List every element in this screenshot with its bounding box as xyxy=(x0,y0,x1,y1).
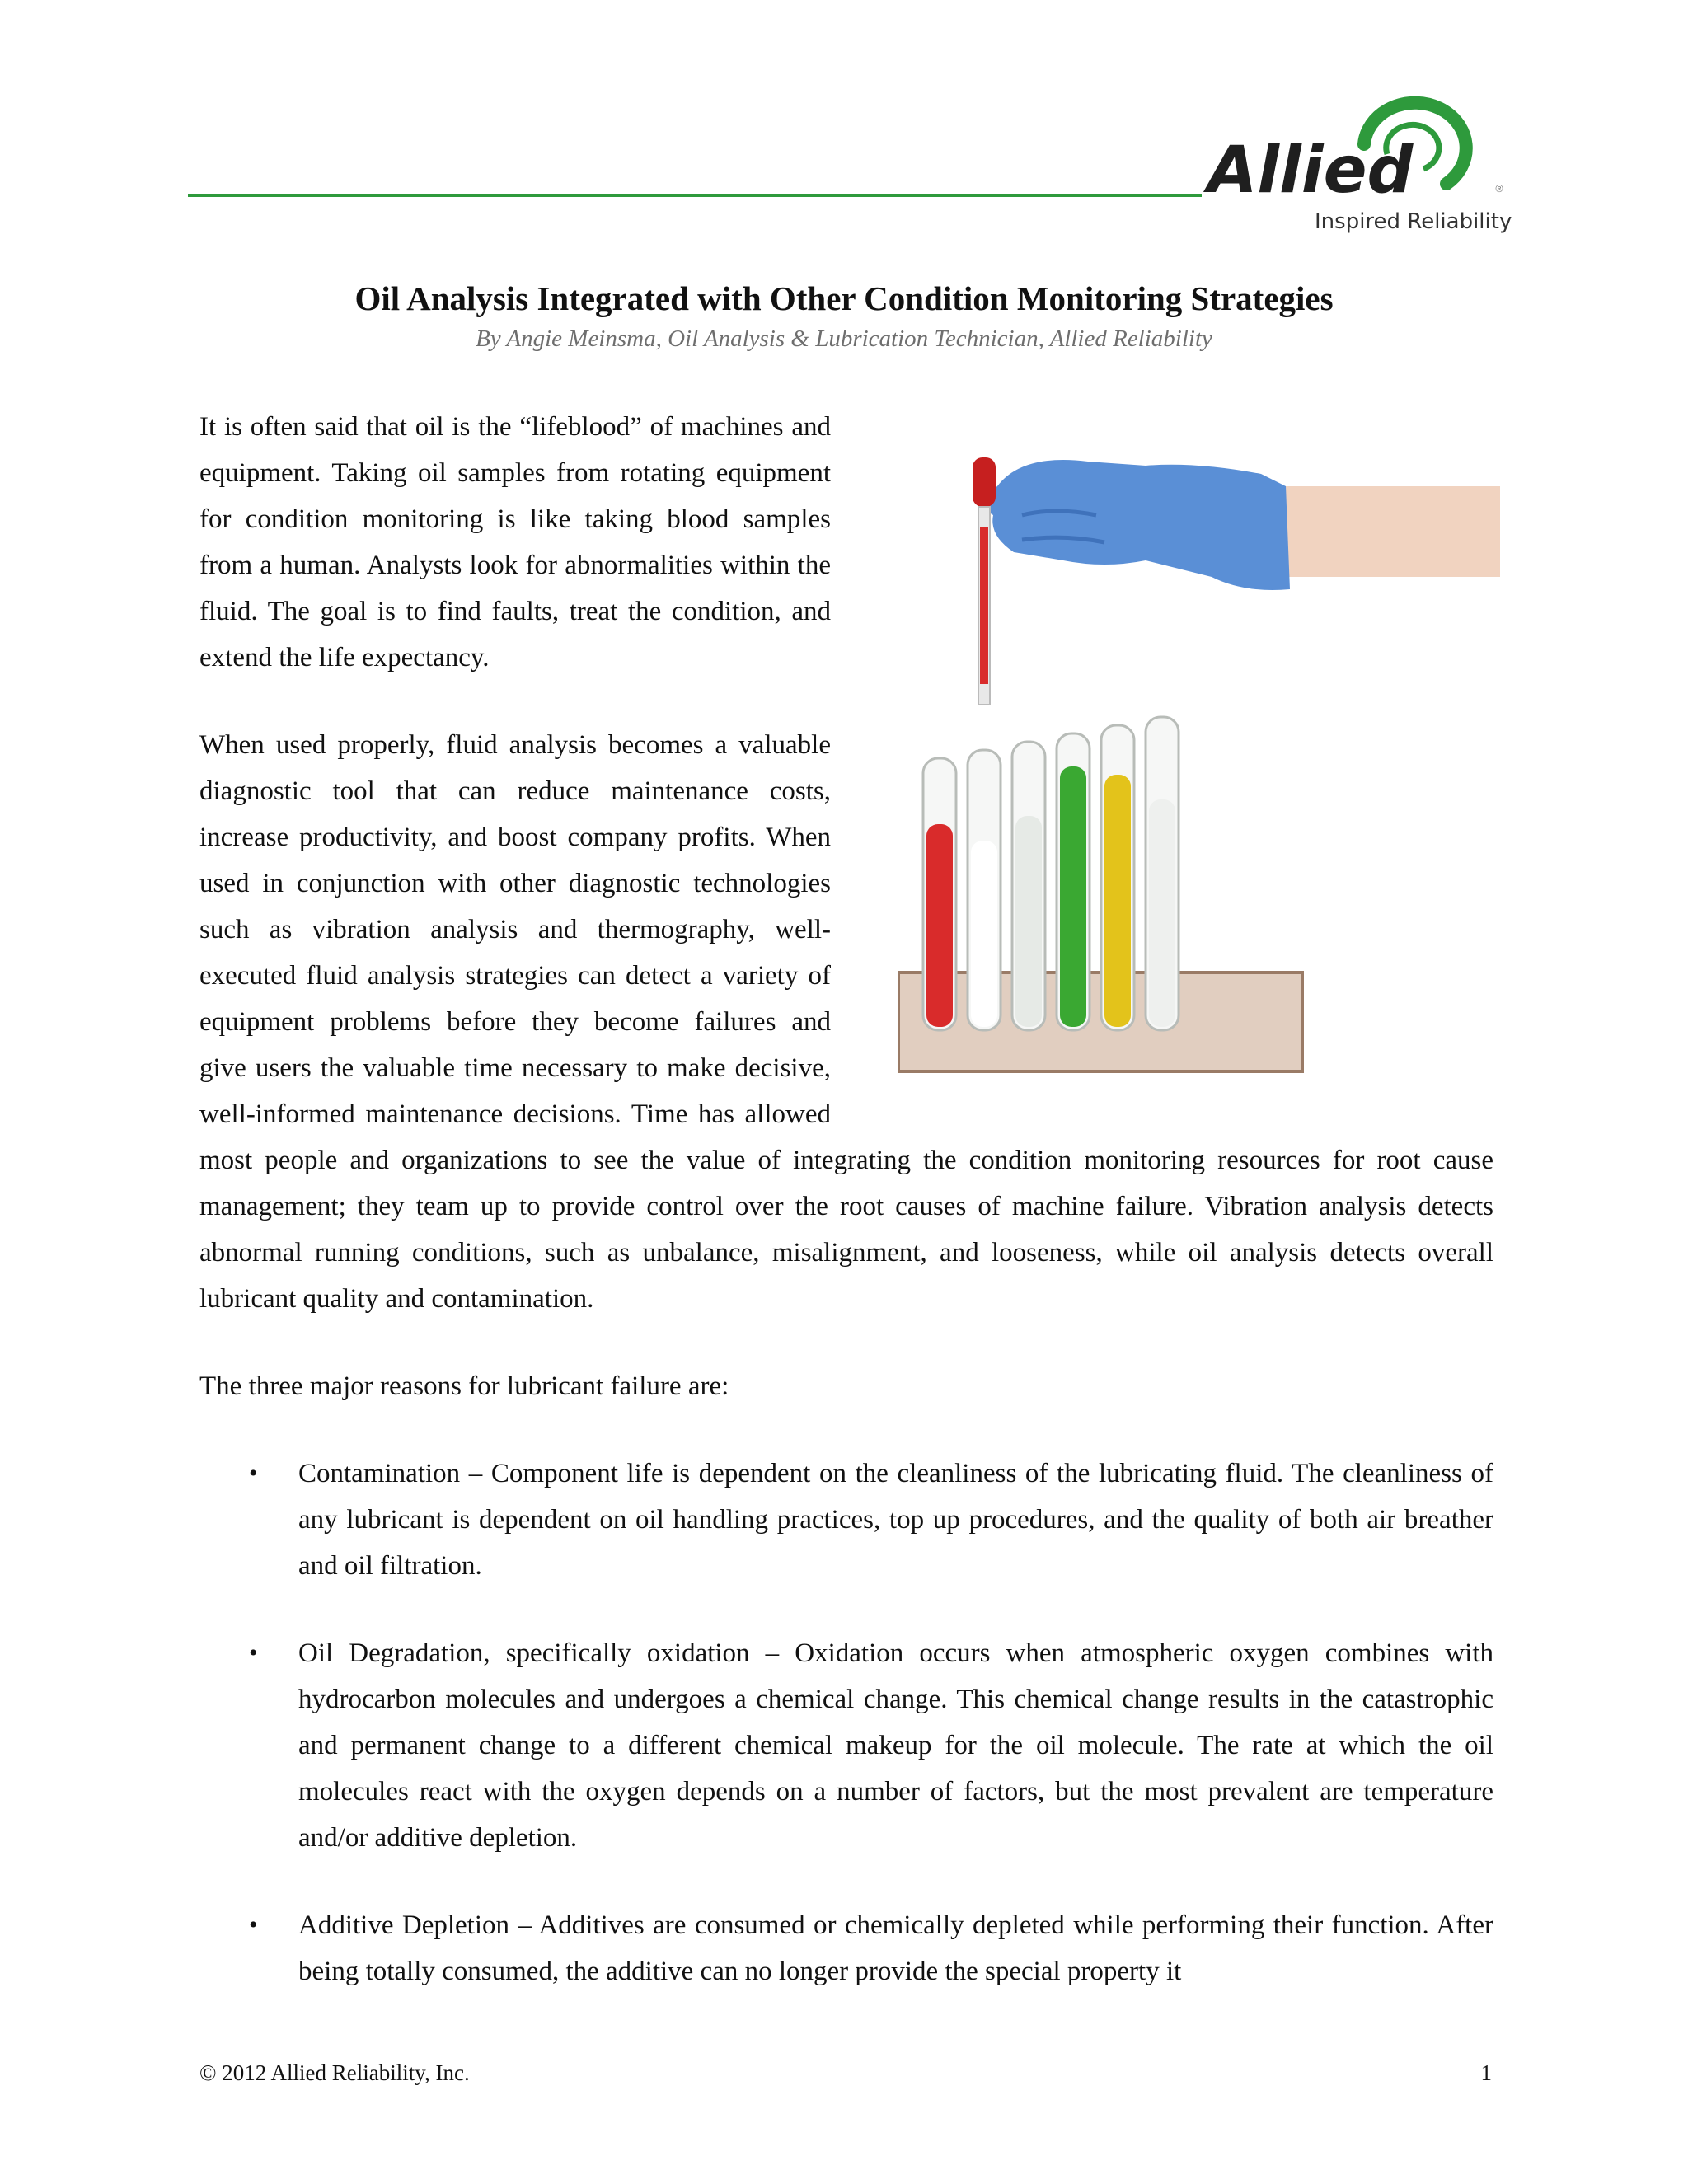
document-title: Oil Analysis Integrated with Other Condition Monitoring Strategies xyxy=(354,279,1334,317)
allied-logo-graphic xyxy=(1199,87,1512,243)
test-tube-liquid xyxy=(1060,766,1086,1027)
test-tube-liquid xyxy=(1015,816,1042,1027)
paragraph-reasons-intro: The three major reasons for lubricant failure are: xyxy=(199,1371,729,1401)
footer-copyright: © 2012 Allied Reliability, Inc. xyxy=(199,2060,470,2085)
bullet-glyph: • xyxy=(249,1911,258,1938)
header-rule xyxy=(188,194,1202,197)
list-item xyxy=(199,1630,1493,1861)
list-item-text: Oil Degradation, specifically oxidation – Oxidation occurs when atmospheric oxygen combines with hydrocarbon molecules and undergoes a chemical change. This chemical change results in the catastrophic and permanent change to a different chemical makeup for the oil molecule. The rate at which the oil molecules react with the oxygen depends on a number of factors, but the most prevalent are temperature and/or additive depletion. xyxy=(298,1638,1493,1853)
list-item-text: Contamination – Component life is dependent on the cleanliness of the lubricating fluid. The cleanliness of any lubricant is dependent on oil handling practices, top up procedures, and the quality of both air breather and oil filtration. xyxy=(298,1459,1493,1581)
list-item xyxy=(199,1902,1493,1994)
test-tube-liquid xyxy=(1104,775,1131,1027)
allied-logo xyxy=(1199,87,1512,243)
document-body xyxy=(199,404,1493,2036)
test-tubes-figure xyxy=(898,437,1500,1096)
bullet-glyph: • xyxy=(249,1639,258,1666)
paragraph-fluid-analysis: When used properly, fluid analysis becomes a valuable diagnostic tool that can reduce maintenance costs, increase productivity, and boost company profits. When used in conjunction with other diagnostic technologies such as vibration analysis and thermography, well-executed fluid analysis strategies can detect a variety of equipment problems before they become failures and give users the valuable time necessary to make decisive, well-informed maintenance decisions. Time has allowed most people and organizations to see the value of integrating the condition monitoring resources for root cause management; they team up to provide control over the root causes of machine failure. Vibration analysis detects abnormal running conditions, such as unbalance, misalignment, and looseness, while oil analysis detects overall lubricant quality and contamination. xyxy=(199,730,1493,1314)
list-item-text: Additive Depletion – Additives are consumed or chemically depleted while performing their function. After being totally consumed, the additive can no longer provide the special property it xyxy=(298,1910,1493,1986)
test-tube-liquid xyxy=(1149,799,1175,1027)
logo-registered: ® xyxy=(1494,183,1504,194)
test-tube-liquid xyxy=(971,841,997,1027)
footer-page-number: 1 xyxy=(1480,2060,1492,2085)
bullet-glyph: • xyxy=(249,1460,258,1487)
test-tubes-illustration xyxy=(898,437,1500,1096)
test-tube-liquid xyxy=(926,824,953,1027)
paragraph-intro: It is often said that oil is the “lifeblood” of machines and equipment. Taking oil samples from rotating equipment for condition monitoring is like taking blood samples from a human. Analysts look for abnormalities within the fluid. The goal is to find faults, treat the condition, and extend the life expectancy. xyxy=(199,412,831,673)
logo-wordmark: Allied xyxy=(1207,134,1414,208)
logo-tagline: Inspired Reliability xyxy=(1315,209,1512,234)
list-item xyxy=(199,1451,1493,1589)
document-byline: By Angie Meinsma, Oil Analysis & Lubrication Technician, Allied Reliability xyxy=(476,326,1212,352)
reasons-list xyxy=(199,1451,1493,1994)
